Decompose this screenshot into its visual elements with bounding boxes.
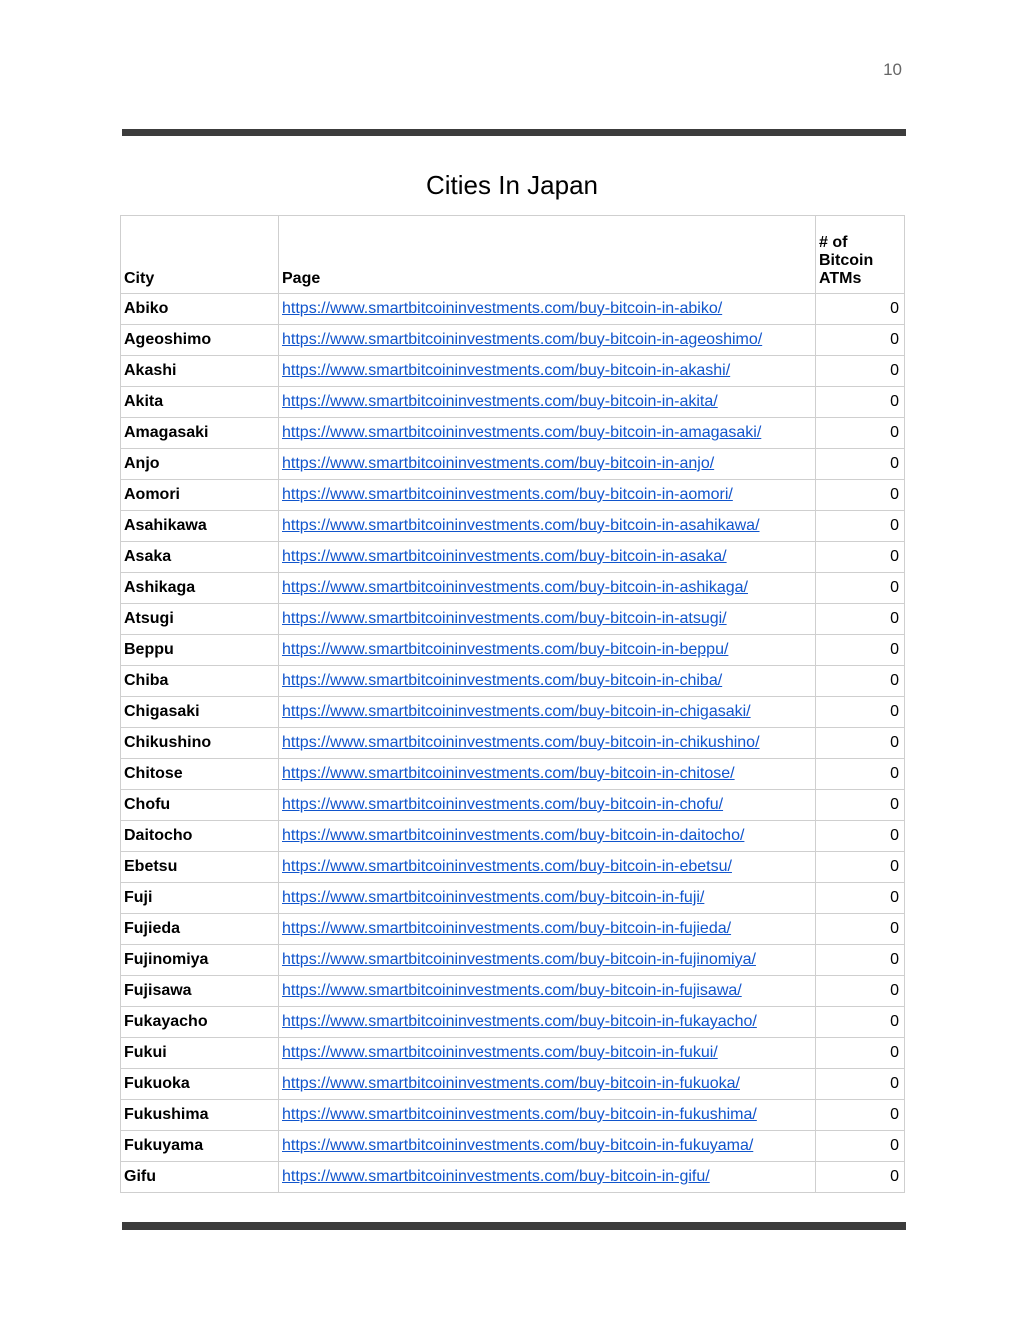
page-url-cell xyxy=(279,294,816,325)
atm-count-cell: 0 xyxy=(816,1038,905,1069)
table-row xyxy=(121,635,905,666)
atm-count-cell: 0 xyxy=(816,1007,905,1038)
city-page-link[interactable]: https://www.smartbitcoininvestments.com/buy-bitcoin-in-daitocho/ xyxy=(282,827,745,844)
table-row xyxy=(121,1069,905,1100)
city-page-link[interactable]: https://www.smartbitcoininvestments.com/buy-bitcoin-in-anjo/ xyxy=(282,455,715,472)
table-row xyxy=(121,759,905,790)
page-url-cell xyxy=(279,883,816,914)
table-row xyxy=(121,728,905,759)
table-row xyxy=(121,480,905,511)
city-name-cell: Asahikawa xyxy=(121,511,279,542)
table-row xyxy=(121,821,905,852)
atm-count-cell: 0 xyxy=(816,418,905,449)
city-page-link[interactable]: https://www.smartbitcoininvestments.com/buy-bitcoin-in-asaka/ xyxy=(282,548,727,565)
page-title: Cities In Japan xyxy=(426,170,598,200)
city-name-cell: Chitose xyxy=(121,759,279,790)
atm-count-cell: 0 xyxy=(816,387,905,418)
table-header-row xyxy=(121,216,905,294)
city-name-cell: Daitocho xyxy=(121,821,279,852)
table-row xyxy=(121,1131,905,1162)
city-page-link[interactable]: https://www.smartbitcoininvestments.com/buy-bitcoin-in-fujisawa/ xyxy=(282,982,742,999)
city-page-link[interactable]: https://www.smartbitcoininvestments.com/buy-bitcoin-in-atsugi/ xyxy=(282,610,727,627)
table-row xyxy=(121,945,905,976)
atm-count-cell: 0 xyxy=(816,945,905,976)
page-url-cell xyxy=(279,759,816,790)
page-url-cell xyxy=(279,728,816,759)
table-row xyxy=(121,573,905,604)
page-number: 10 xyxy=(883,60,902,79)
atm-count-cell: 0 xyxy=(816,511,905,542)
city-page-link[interactable]: https://www.smartbitcoininvestments.com/buy-bitcoin-in-fukui/ xyxy=(282,1044,718,1061)
page-url-cell xyxy=(279,914,816,945)
cities-table xyxy=(120,215,905,1193)
city-name-cell: Gifu xyxy=(121,1162,279,1193)
page-url-cell xyxy=(279,1007,816,1038)
city-page-link[interactable]: https://www.smartbitcoininvestments.com/buy-bitcoin-in-aomori/ xyxy=(282,486,733,503)
header-page: Page xyxy=(279,216,816,294)
page-url-cell xyxy=(279,356,816,387)
city-page-link[interactable]: https://www.smartbitcoininvestments.com/buy-bitcoin-in-ashikaga/ xyxy=(282,579,748,596)
table-row xyxy=(121,790,905,821)
city-name-cell: Fukayacho xyxy=(121,1007,279,1038)
page-url-cell xyxy=(279,542,816,573)
city-name-cell: Fukui xyxy=(121,1038,279,1069)
city-name-cell: Atsugi xyxy=(121,604,279,635)
table-row xyxy=(121,852,905,883)
city-name-cell: Ageoshimo xyxy=(121,325,279,356)
city-name-cell: Ashikaga xyxy=(121,573,279,604)
city-name-cell: Akashi xyxy=(121,356,279,387)
city-page-link[interactable]: https://www.smartbitcoininvestments.com/buy-bitcoin-in-akashi/ xyxy=(282,362,731,379)
atm-count-cell: 0 xyxy=(816,666,905,697)
city-page-link[interactable]: https://www.smartbitcoininvestments.com/buy-bitcoin-in-fukuoka/ xyxy=(282,1075,740,1092)
city-name-cell: Chigasaki xyxy=(121,697,279,728)
city-name-cell: Abiko xyxy=(121,294,279,325)
table-row xyxy=(121,604,905,635)
top-divider xyxy=(122,129,906,136)
table-row xyxy=(121,1162,905,1193)
atm-count-cell: 0 xyxy=(816,1069,905,1100)
table-row xyxy=(121,387,905,418)
city-page-link[interactable]: https://www.smartbitcoininvestments.com/buy-bitcoin-in-chigasaki/ xyxy=(282,703,751,720)
atm-count-cell: 0 xyxy=(816,914,905,945)
table-row xyxy=(121,1100,905,1131)
atm-count-cell: 0 xyxy=(816,976,905,1007)
header-atm-line3: ATMs xyxy=(819,270,862,287)
atm-count-cell: 0 xyxy=(816,790,905,821)
atm-count-cell: 0 xyxy=(816,542,905,573)
table-row xyxy=(121,883,905,914)
header-city: City xyxy=(121,216,279,294)
city-name-cell: Fuji xyxy=(121,883,279,914)
page-url-cell xyxy=(279,976,816,1007)
city-name-cell: Fujieda xyxy=(121,914,279,945)
table-row xyxy=(121,449,905,480)
page-url-cell xyxy=(279,666,816,697)
page-url-cell xyxy=(279,325,816,356)
city-name-cell: Fukuoka xyxy=(121,1069,279,1100)
city-name-cell: Chofu xyxy=(121,790,279,821)
city-name-cell: Fujinomiya xyxy=(121,945,279,976)
atm-count-cell: 0 xyxy=(816,1100,905,1131)
atm-count-cell: 0 xyxy=(816,449,905,480)
page-url-cell xyxy=(279,1100,816,1131)
city-page-link[interactable]: https://www.smartbitcoininvestments.com/buy-bitcoin-in-fukayacho/ xyxy=(282,1013,757,1030)
page-url-cell xyxy=(279,790,816,821)
city-page-link[interactable]: https://www.smartbitcoininvestments.com/buy-bitcoin-in-chikushino/ xyxy=(282,734,760,751)
city-page-link[interactable]: https://www.smartbitcoininvestments.com/buy-bitcoin-in-gifu/ xyxy=(282,1168,710,1185)
atm-count-cell: 0 xyxy=(816,821,905,852)
page-url-cell xyxy=(279,604,816,635)
city-page-link[interactable]: https://www.smartbitcoininvestments.com/buy-bitcoin-in-fuji/ xyxy=(282,889,705,906)
atm-count-cell: 0 xyxy=(816,852,905,883)
atm-count-cell: 0 xyxy=(816,573,905,604)
atm-count-cell: 0 xyxy=(816,480,905,511)
page-url-cell xyxy=(279,1131,816,1162)
table-row xyxy=(121,356,905,387)
table-row xyxy=(121,294,905,325)
atm-count-cell: 0 xyxy=(816,325,905,356)
city-page-link[interactable]: https://www.smartbitcoininvestments.com/buy-bitcoin-in-fujieda/ xyxy=(282,920,732,937)
header-atm-line1: # of xyxy=(819,234,848,251)
table-row xyxy=(121,666,905,697)
city-name-cell: Chiba xyxy=(121,666,279,697)
city-page-link[interactable]: https://www.smartbitcoininvestments.com/buy-bitcoin-in-fukuyama/ xyxy=(282,1137,754,1154)
page-url-cell xyxy=(279,449,816,480)
city-page-link[interactable]: https://www.smartbitcoininvestments.com/buy-bitcoin-in-abiko/ xyxy=(282,300,723,317)
header-atm-count xyxy=(816,216,905,294)
city-name-cell: Akita xyxy=(121,387,279,418)
page-url-cell xyxy=(279,697,816,728)
atm-count-cell: 0 xyxy=(816,1162,905,1193)
table-row xyxy=(121,697,905,728)
city-name-cell: Ebetsu xyxy=(121,852,279,883)
city-page-link[interactable]: https://www.smartbitcoininvestments.com/buy-bitcoin-in-akita/ xyxy=(282,393,718,410)
page-url-cell xyxy=(279,852,816,883)
page-url-cell xyxy=(279,1162,816,1193)
page-url-cell xyxy=(279,511,816,542)
city-page-link[interactable]: https://www.smartbitcoininvestments.com/buy-bitcoin-in-amagasaki/ xyxy=(282,424,762,441)
header-atm-line2: Bitcoin xyxy=(819,252,874,269)
page-url-cell xyxy=(279,573,816,604)
city-page-link[interactable]: https://www.smartbitcoininvestments.com/buy-bitcoin-in-beppu/ xyxy=(282,641,729,658)
atm-count-cell: 0 xyxy=(816,697,905,728)
atm-count-cell: 0 xyxy=(816,883,905,914)
city-page-link[interactable]: https://www.smartbitcoininvestments.com/buy-bitcoin-in-asahikawa/ xyxy=(282,517,760,534)
city-name-cell: Anjo xyxy=(121,449,279,480)
city-name-cell: Asaka xyxy=(121,542,279,573)
table-row xyxy=(121,1007,905,1038)
city-name-cell: Fukuyama xyxy=(121,1131,279,1162)
bottom-divider xyxy=(122,1222,906,1230)
page-url-cell xyxy=(279,387,816,418)
city-name-cell: Amagasaki xyxy=(121,418,279,449)
city-page-link[interactable]: https://www.smartbitcoininvestments.com/buy-bitcoin-in-chitose/ xyxy=(282,765,735,782)
city-name-cell: Beppu xyxy=(121,635,279,666)
table-row xyxy=(121,325,905,356)
page-url-cell xyxy=(279,821,816,852)
city-page-link[interactable]: https://www.smartbitcoininvestments.com/buy-bitcoin-in-fukushima/ xyxy=(282,1106,757,1123)
table-row xyxy=(121,418,905,449)
table-body xyxy=(121,294,905,1193)
page-url-cell xyxy=(279,945,816,976)
atm-count-cell: 0 xyxy=(816,1131,905,1162)
atm-count-cell: 0 xyxy=(816,728,905,759)
table-row xyxy=(121,511,905,542)
table-row xyxy=(121,914,905,945)
page-url-cell xyxy=(279,1038,816,1069)
table-row xyxy=(121,1038,905,1069)
city-page-link[interactable]: https://www.smartbitcoininvestments.com/buy-bitcoin-in-chofu/ xyxy=(282,796,724,813)
atm-count-cell: 0 xyxy=(816,759,905,790)
city-page-link[interactable]: https://www.smartbitcoininvestments.com/buy-bitcoin-in-ebetsu/ xyxy=(282,858,732,875)
city-page-link[interactable]: https://www.smartbitcoininvestments.com/buy-bitcoin-in-fujinomiya/ xyxy=(282,951,756,968)
city-page-link[interactable]: https://www.smartbitcoininvestments.com/buy-bitcoin-in-chiba/ xyxy=(282,672,723,689)
table-row xyxy=(121,542,905,573)
page-url-cell xyxy=(279,418,816,449)
atm-count-cell: 0 xyxy=(816,604,905,635)
city-name-cell: Aomori xyxy=(121,480,279,511)
city-name-cell: Fujisawa xyxy=(121,976,279,1007)
atm-count-cell: 0 xyxy=(816,635,905,666)
city-name-cell: Fukushima xyxy=(121,1100,279,1131)
page-url-cell xyxy=(279,635,816,666)
city-name-cell: Chikushino xyxy=(121,728,279,759)
atm-count-cell: 0 xyxy=(816,294,905,325)
city-page-link[interactable]: https://www.smartbitcoininvestments.com/buy-bitcoin-in-ageoshimo/ xyxy=(282,331,763,348)
page-url-cell xyxy=(279,480,816,511)
table-row xyxy=(121,976,905,1007)
page-url-cell xyxy=(279,1069,816,1100)
atm-count-cell: 0 xyxy=(816,356,905,387)
